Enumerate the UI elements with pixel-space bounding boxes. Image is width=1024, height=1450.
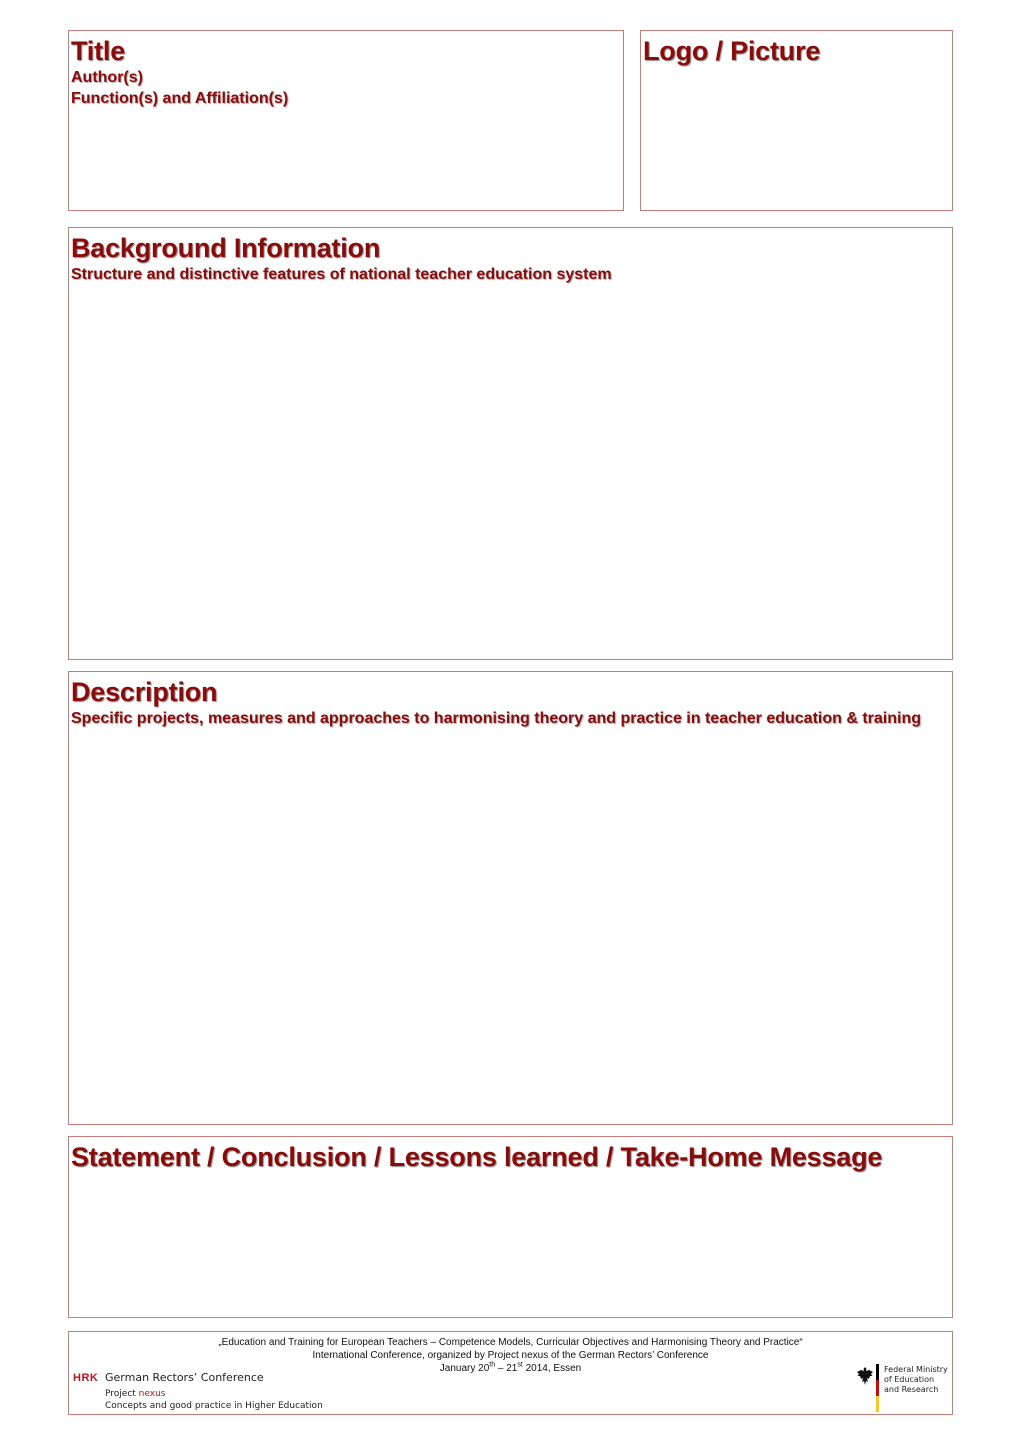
conference-organizer: International Conference, organized by Project nexus of the German Rectors’ Conference xyxy=(312,1350,709,1361)
hrk-mark: HRK xyxy=(73,1372,99,1384)
description-heading: Description xyxy=(71,677,218,707)
conference-date: January 20th – 21st 2014, Essen xyxy=(439,1361,582,1374)
logo-heading: Logo / Picture xyxy=(643,36,821,66)
hrk-name: German Rectors’ Conference xyxy=(105,1371,264,1384)
affiliation-text[interactable]: Function(s) and Affiliation(s) xyxy=(71,90,289,107)
description-subheading: Specific projects, measures and approaches to harmonising theory and practice in teacher education & training xyxy=(71,710,921,727)
hrk-logo xyxy=(73,1372,353,1416)
authors-text[interactable]: Author(s) xyxy=(71,69,143,86)
hrk-project: Project nexus xyxy=(105,1389,166,1399)
bmbf-logo xyxy=(856,1364,948,1414)
background-subheading: Structure and distinctive features of national teacher education system xyxy=(71,266,612,283)
statement-box xyxy=(68,1136,953,1318)
hrk-tagline: Concepts and good practice in Higher Education xyxy=(105,1401,323,1411)
conference-title: „Education and Training for European Teachers – Competence Models, Curricular Objectives and Harmonising Theory and Practice“ xyxy=(218,1337,803,1348)
conference-info xyxy=(69,1336,952,1375)
footer-box xyxy=(68,1331,953,1415)
logo-box[interactable] xyxy=(640,30,953,211)
background-heading: Background Information xyxy=(71,233,381,263)
description-box xyxy=(68,671,953,1125)
federal-eagle-icon xyxy=(856,1366,874,1386)
title-box xyxy=(68,30,624,211)
background-box xyxy=(68,227,953,660)
bmbf-text: Federal Ministry of Education and Research xyxy=(884,1365,948,1394)
poster-title[interactable]: Title xyxy=(71,36,126,66)
german-flag-bar xyxy=(876,1364,879,1412)
statement-heading: Statement / Conclusion / Lessons learned / Take-Home Message xyxy=(71,1142,883,1172)
